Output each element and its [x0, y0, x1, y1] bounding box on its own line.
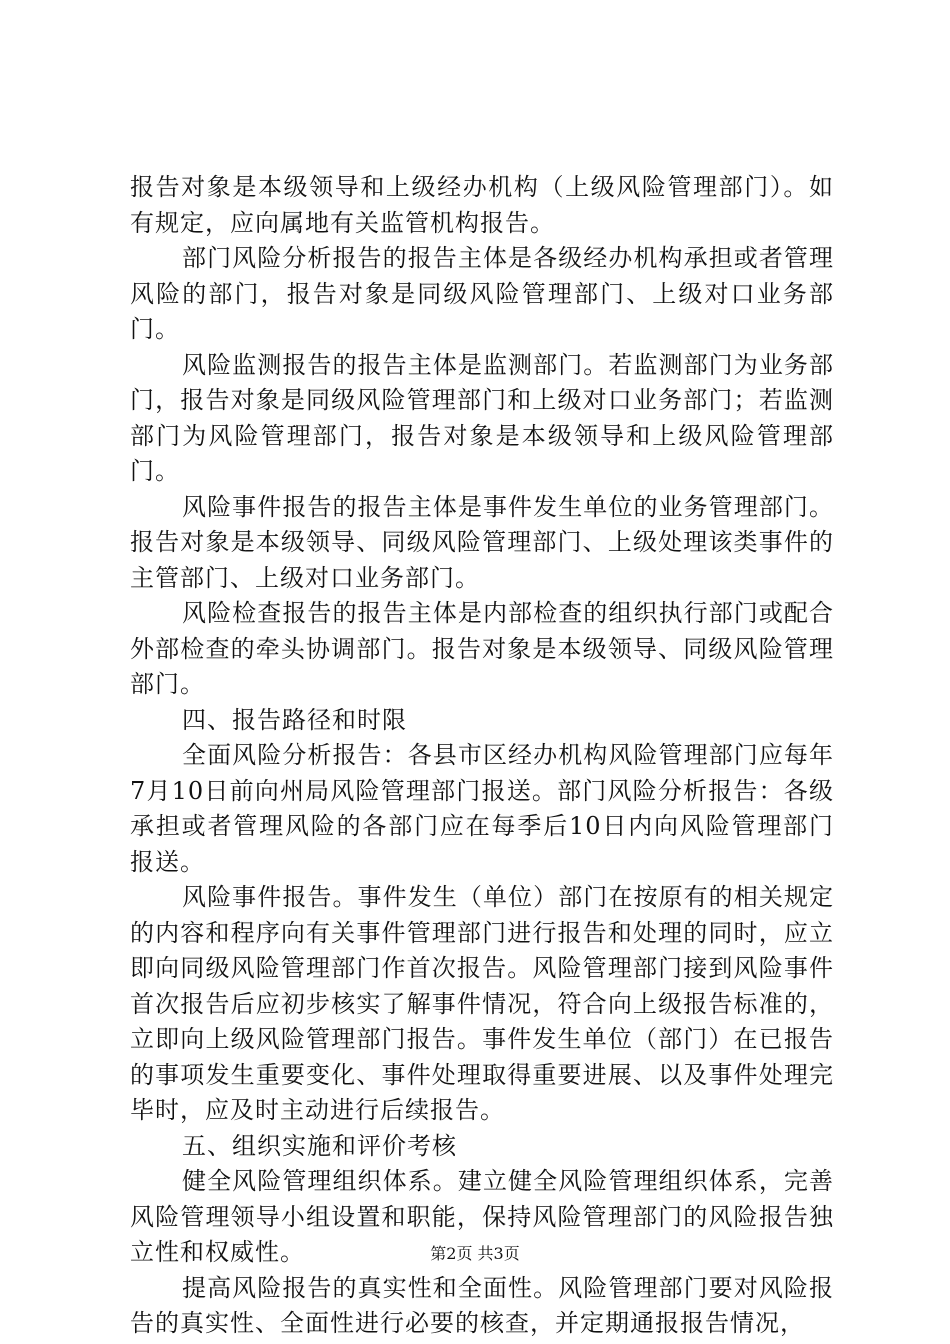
paragraph-continuation: 报告对象是本级领导和上级经办机构（上级风险管理部门）。如有规定，应向属地有关监管机构报告。	[130, 173, 834, 237]
section-heading-implementation: 五、组织实施和评价考核	[182, 1131, 457, 1160]
paragraph-risk-event-report: 风险事件报告的报告主体是事件发生单位的业务管理部门。报告对象是本级领导、同级风险管理部门、上级处理该类事件的主管部门、上级对口业务部门。	[130, 492, 834, 592]
paragraph-risk-monitoring-report: 风险监测报告的报告主体是监测部门。若监测部门为业务部门，报告对象是同级风险管理部门和上级对口业务部门；若监测部门为风险管理部门，报告对象是本级领导和上级风险管理部门。	[130, 350, 834, 485]
document-body	[130, 170, 834, 1342]
paragraph-risk-inspection-report: 风险检查报告的报告主体是内部检查的组织执行部门或配合外部检查的牵头协调部门。报告对象是本级领导、同级风险管理部门。	[130, 599, 834, 698]
paragraph-comprehensive-analysis-report: 全面风险分析报告：各县市区经办机构风险管理部门应每年7月10日前向州局风险管理部门报送。部门风险分析报告：各级承担或者管理风险的各部门应在每季后10日内向风险管理部门报送。	[130, 741, 834, 876]
page-number-footer: 第2页 共3页	[430, 1244, 520, 1263]
paragraph-department-risk-report: 部门风险分析报告的报告主体是各级经办机构承担或者管理风险的部门，报告对象是同级风险管理部门、上级对口业务部门。	[130, 244, 834, 343]
paragraph-risk-event-procedure: 风险事件报告。事件发生（单位）部门在按原有的相关规定的内容和程序向有关事件管理部门进行报告和处理的同时，应立即向同级风险管理部门作首次报告。风险管理部门接到风险事件首次报告后应初步核实了解事件情况，符合向上级报告标准的，立即向上级风险管理部门报告。事件发生单位（部门）在已报告的事项发生重要变化、事件处理取得重要进展、以及事件处理完毕时，应及时主动进行后续报告。	[130, 883, 834, 1124]
section-heading-reporting-path: 四、报告路径和时限	[182, 705, 407, 734]
paragraph-organization-system: 健全风险管理组织体系。建立健全风险管理组织体系，完善风险管理领导小组设置和职能，保持风险管理部门的风险报告独立性和权威性。	[130, 1167, 834, 1266]
paragraph-report-authenticity: 提高风险报告的真实性和全面性。风险管理部门要对风险报告的真实性、全面性进行必要的核查，并定期通报报告情况，	[130, 1273, 834, 1337]
